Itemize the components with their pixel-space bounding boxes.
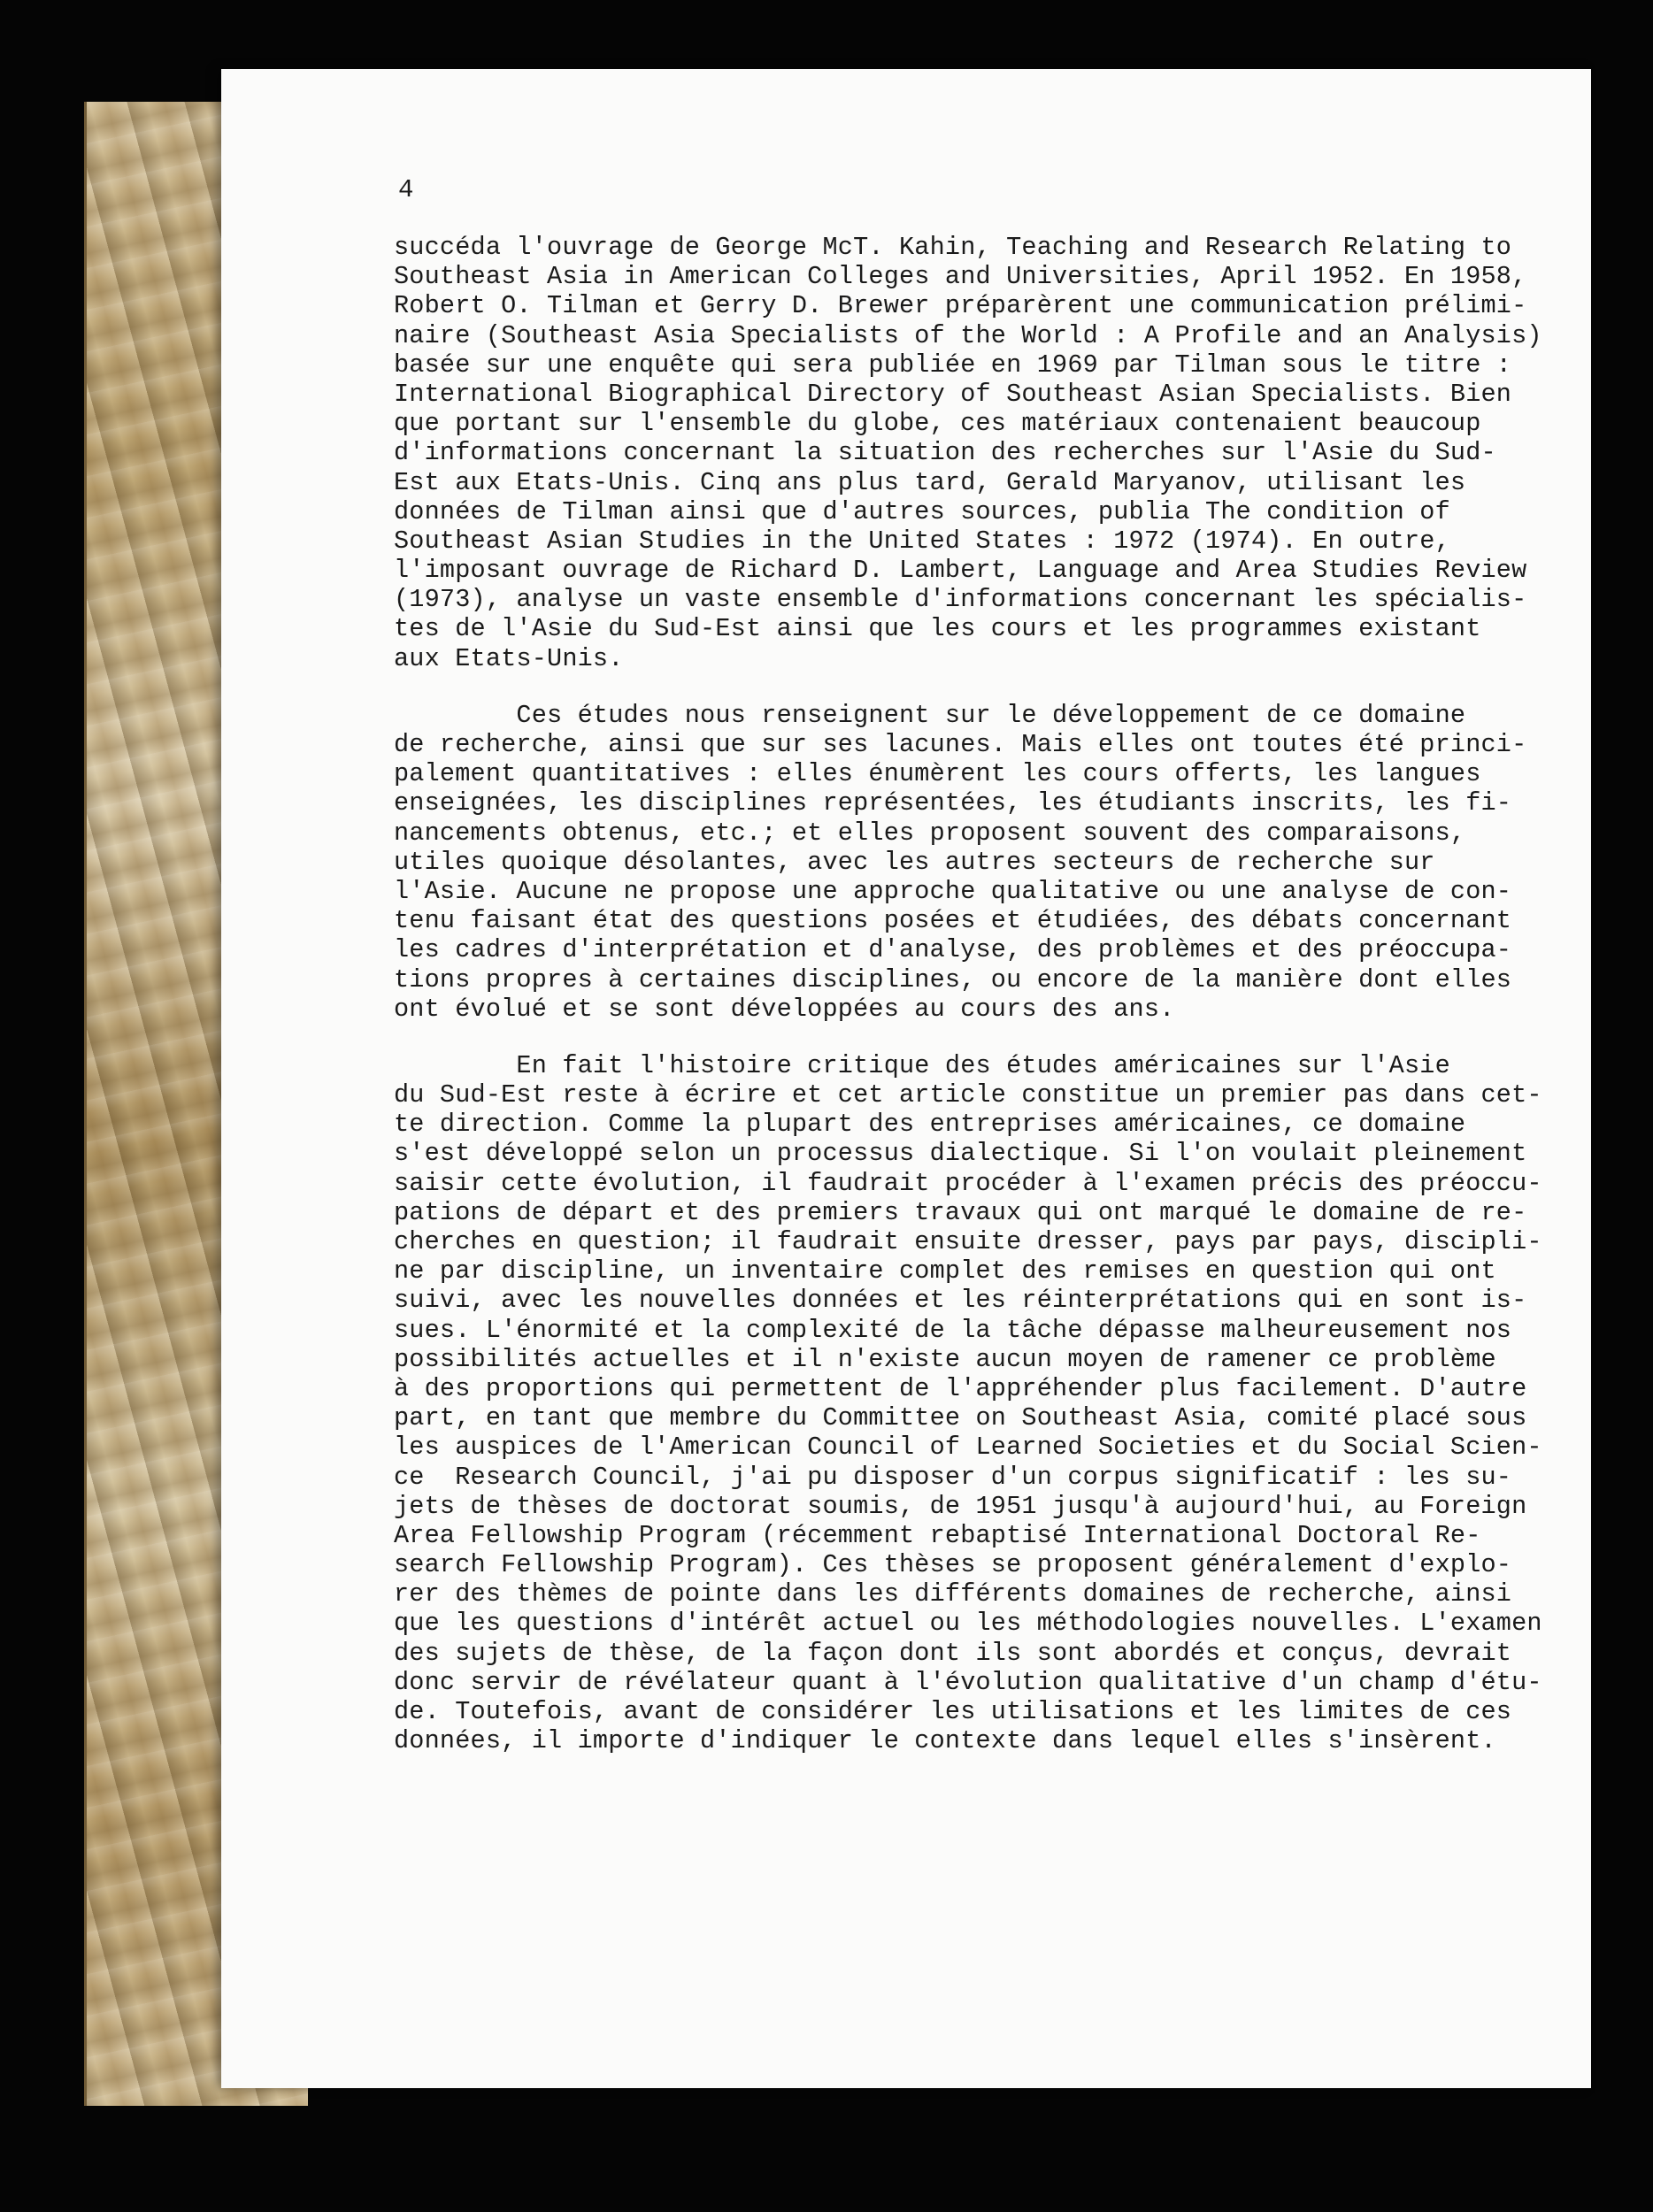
text-line: pations de départ et des premiers travaux qui ont marqué le domaine de re- [394,1197,1527,1227]
paragraph [394,1050,1542,1756]
text-line: nancements obtenus, etc.; et elles proposent souvent des comparaisons, [394,818,1466,848]
text-line: possibilités actuelles et il n'existe aucun moyen de ramener ce problème [394,1344,1496,1374]
text-line: que les questions d'intérêt actuel ou les méthodologies nouvelles. L'examen [394,1609,1542,1639]
text-line: Robert O. Tilman et Gerry D. Brewer préparèrent une communication prélimi- [394,291,1527,321]
text-line: Area Fellowship Program (récemment rebaptisé International Doctoral Re- [394,1520,1481,1550]
text-line: jets de thèses de doctorat soumis, de 1951 jusqu'à aujourd'hui, au Foreign [394,1491,1527,1521]
text-line: part, en tant que membre du Committee on Southeast Asia, comité placé sous [394,1403,1527,1433]
text-line: enseignées, les disciplines représentées, les étudiants inscrits, les fi- [394,788,1512,818]
text-line: aux Etats-Unis. [394,643,624,673]
text-line: de recherche, ainsi que sur ses lacunes. Mais elles ont toutes été princi- [394,730,1527,759]
text-line: ont évolué et se sont développées au cours des ans. [394,994,1175,1024]
text-line: cherches en question; il faudrait ensuite dresser, pays par pays, discipli- [394,1227,1542,1256]
text-line: saisir cette évolution, il faudrait procéder à l'examen précis des préoccu- [394,1168,1542,1198]
page-number: 4 [398,175,414,204]
text-line: l'imposant ouvrage de Richard D. Lambert, Language and Area Studies Review [394,556,1527,586]
text-line: tions propres à certaines disciplines, ou encore de la manière dont elles [394,964,1512,995]
text-line: En fait l'histoire critique des études américaines sur l'Asie [394,1050,1450,1080]
text-line: ne par discipline, un inventaire complet des remises en question qui ont [394,1256,1496,1286]
text-line: sues. L'énormité et la complexité de la tâche dépasse malheureusement nos [394,1315,1512,1345]
text-line: naire (Southeast Asia Specialists of the World : A Profile and an Analysis) [394,320,1542,350]
text-line: les auspices de l'American Council of Learned Societies et du Social Scien- [394,1432,1542,1463]
text-line: du Sud-Est reste à écrire et cet article constitue un premier pas dans cet- [394,1080,1542,1110]
body-text [394,233,1542,1756]
text-line: rer des thèmes de pointe dans les différents domaines de recherche, ainsi [394,1579,1512,1609]
text-line: de. Toutefois, avant de considérer les utilisations et les limites de ces [394,1697,1512,1726]
paragraph-gap [394,1024,1491,1051]
text-line: tes de l'Asie du Sud-Est ainsi que les cours et les programmes existant [394,614,1481,644]
text-line: suivi, avec les nouvelles données et les réinterprétations qui en sont is- [394,1286,1527,1316]
text-line: donc servir de révélateur quant à l'évolution qualitative d'un champ d'étu- [394,1667,1542,1697]
text-line: basée sur une enquête qui sera publiée en 1969 par Tilman sous le titre : [394,349,1512,380]
text-line: ce Research Council, j'ai pu disposer d'un corpus significatif : les su- [394,1462,1512,1492]
text-line: Southeast Asian Studies in the United States : 1972 (1974). En outre, [394,526,1450,556]
text-line: Ces études nous renseignent sur le développement de ce domaine [394,700,1466,730]
paragraph-gap [394,673,1491,701]
text-line: te direction. Comme la plupart des entreprises américaines, ce domaine [394,1110,1466,1140]
text-line: (1973), analyse un vaste ensemble d'informations concernant les spécialis- [394,585,1527,615]
text-line: International Biographical Directory of Southeast Asian Specialists. Bien [394,379,1512,409]
text-line: l'Asie. Aucune ne propose une approche qualitative ou une analyse de con- [394,876,1512,906]
text-line: d'informations concernant la situation des recherches sur l'Asie du Sud- [394,438,1496,468]
text-line: s'est développé selon un processus dialectique. Si l'on voulait pleinement [394,1139,1527,1169]
text-line: tenu faisant état des questions posées et étudiées, des débats concernant [394,906,1512,936]
text-line: Est aux Etats-Unis. Cinq ans plus tard, Gerald Maryanov, utilisant les [394,467,1466,497]
text-line: les cadres d'interprétation et d'analyse, des problèmes et des préoccupa- [394,935,1512,965]
text-line: des sujets de thèse, de la façon dont ils sont abordés et conçus, devrait [394,1638,1512,1668]
text-line: que portant sur l'ensemble du globe, ces matériaux contenaient beaucoup [394,409,1481,439]
text-line: données de Tilman ainsi que d'autres sources, publia The condition of [394,496,1450,526]
text-line: utiles quoique désolantes, avec les autres secteurs de recherche sur [394,847,1435,877]
text-line: Southeast Asia in American Colleges and Universities, April 1952. En 1958, [394,262,1527,292]
paragraph [394,700,1527,1024]
text-line: palement quantitatives : elles énumèrent les cours offerts, les langues [394,759,1481,789]
text-line: à des proportions qui permettent de l'appréhender plus facilement. D'autre [394,1373,1527,1403]
text-line: succéda l'ouvrage de George McT. Kahin, Teaching and Research Relating to [394,233,1512,262]
text-line: données, il importe d'indiquer le contexte dans lequel elles s'insèrent. [394,1726,1496,1756]
text-line: search Fellowship Program). Ces thèses se proposent généralement d'explo- [394,1550,1512,1580]
document-page [221,69,1591,2088]
paragraph [394,233,1542,673]
